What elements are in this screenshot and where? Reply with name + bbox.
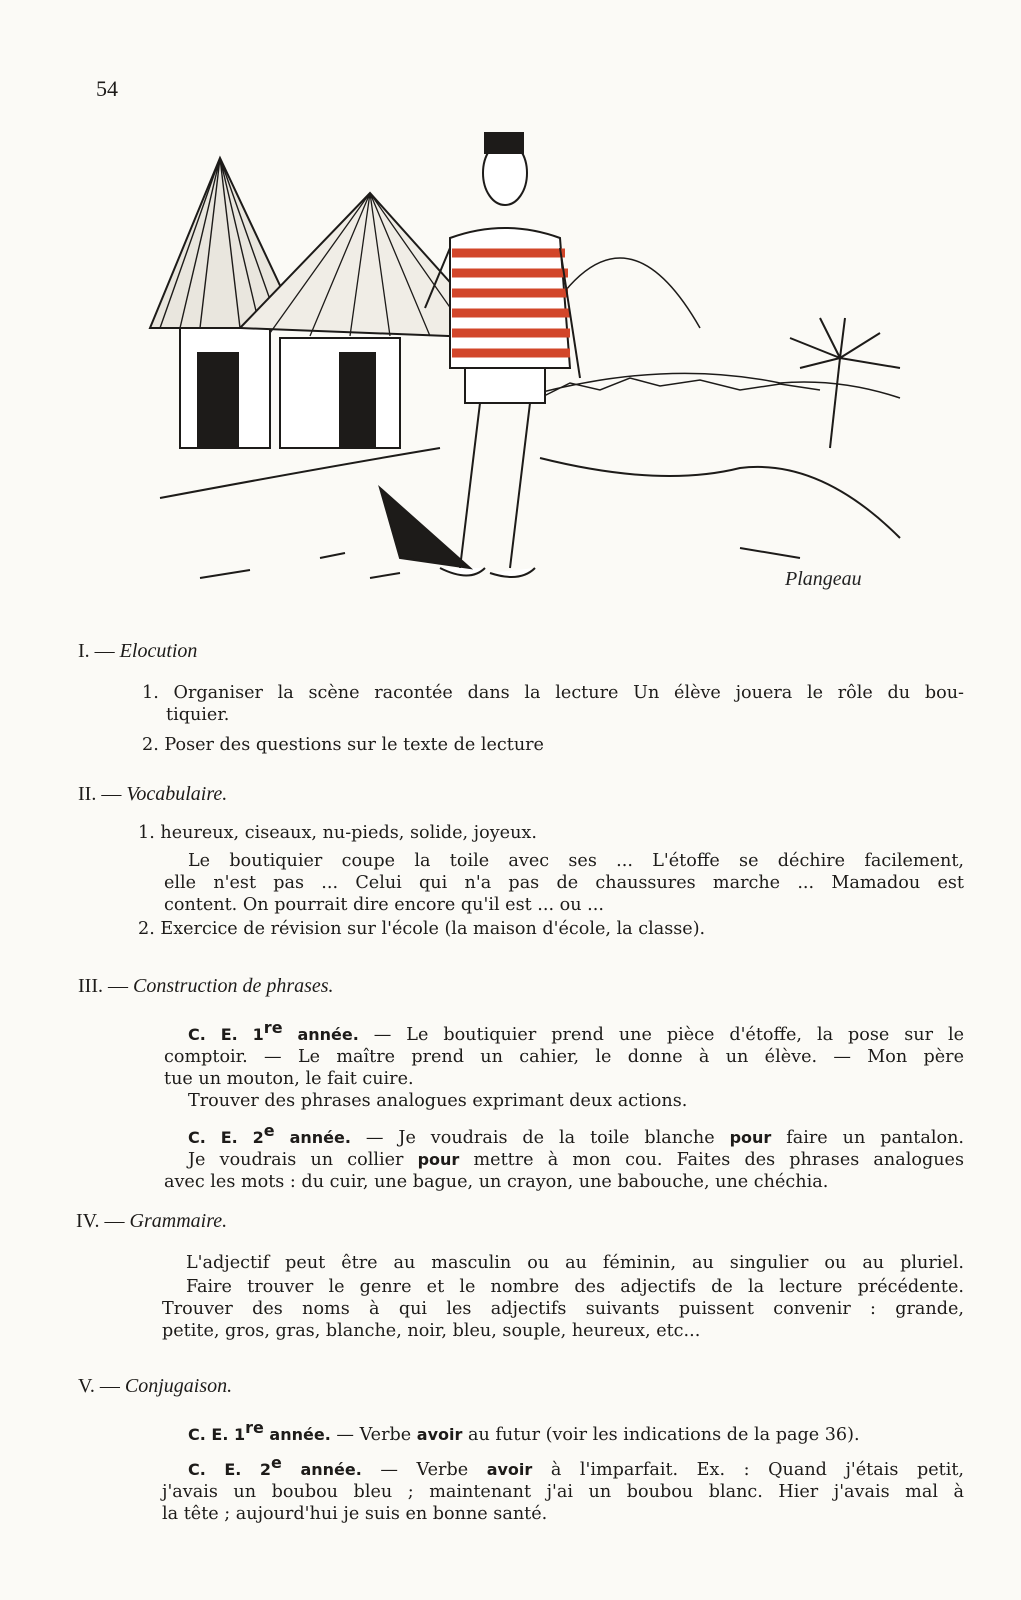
- section-4-body: [162, 1252, 964, 1342]
- illustrator-signature: Plangeau: [785, 568, 862, 590]
- s3-ce2-line1: C. E. 2e année. — Je voudrais de la toile blanche pour faire un pantalon.: [188, 1120, 965, 1148]
- boy-figure: [380, 133, 580, 577]
- s2-para-line2: elle n'est pas ... Celui qui n'a pas de chaussures marche ... Mamadou est: [164, 873, 964, 893]
- s5-ce2-line2: j'avais un boubou bleu ; maintenant j'ai un boubou blanc. Hier j'avais mal à: [162, 1481, 964, 1502]
- s1-item1-line1: 1. Organiser la scène racontée dans la lecture Un élève jouera le rôle du bou-: [142, 683, 964, 703]
- section-2-heading: [78, 783, 227, 806]
- s1-item1-line2: tiquier.: [166, 705, 230, 725]
- page-number: 54: [96, 76, 118, 101]
- s3-ce2-line3: avec les mots : du cuir, une bague, un crayon, une babouche, une chéchia.: [164, 1171, 829, 1192]
- s4-line2: Faire trouver le genre et le nombre des adjectifs de la lecture précédente.: [186, 1277, 964, 1297]
- section-5-body: [162, 1417, 964, 1525]
- section-5-heading: [78, 1375, 232, 1398]
- section-3-heading: [78, 975, 334, 998]
- s3-ce1-line3: tue un mouton, le fait cuire.: [164, 1068, 414, 1089]
- section-3-title: Construction de phrases.: [132, 975, 334, 997]
- s4-line4: petite, gros, gras, blanche, noir, bleu, souple, heureux, etc...: [162, 1321, 701, 1341]
- section-5-title: Conjugaison.: [124, 1375, 233, 1397]
- section-5-number: V. —: [78, 1375, 120, 1397]
- section-4-title: Grammaire.: [129, 1210, 228, 1232]
- section-2-body: [138, 822, 964, 940]
- section-3-body: [164, 1017, 964, 1193]
- s1-item2: 2. Poser des questions sur le texte de lecture: [142, 735, 544, 755]
- section-2-number: II. —: [78, 783, 122, 805]
- section-3-number: III. —: [78, 975, 128, 997]
- village-illustration: [140, 128, 940, 618]
- path-lines: [160, 448, 900, 578]
- s3-ce1-line1: C. E. 1re année. — Le boutiquier prend une pièce d'étoffe, la pose sur le: [188, 1018, 964, 1045]
- s5-ce2-line3: la tête ; aujourd'hui je suis en bonne santé.: [162, 1503, 548, 1524]
- s3-ce1-line2: comptoir. — Le maître prend un cahier, le donne à un élève. — Mon père: [164, 1046, 964, 1067]
- s3-ce2-line2: Je voudrais un collier pour mettre à mon cou. Faites des phrases analogues: [188, 1149, 964, 1170]
- section-1-heading: [78, 640, 197, 663]
- section-4-number: IV. —: [76, 1210, 125, 1232]
- s4-line3: Trouver des noms à qui les adjectifs suivants puissent convenir : grande,: [162, 1299, 964, 1319]
- s5-ce1-line: C. E. 1re année. — Verbe avoir au futur (voir les indications de la page 36).: [188, 1418, 860, 1445]
- section-4-heading: [76, 1210, 227, 1233]
- s2-para-line3: content. On pourrait dire encore qu'il est ... ou ...: [164, 895, 604, 915]
- s2-item2: 2. Exercice de révision sur l'école (la maison d'école, la classe).: [138, 919, 706, 939]
- section-2-title: Vocabulaire.: [126, 783, 228, 805]
- s2-item1: 1. heureux, ciseaux, nu-pieds, solide, joyeux.: [138, 823, 537, 843]
- s2-para-line1: Le boutiquier coupe la toile avec ses ... L'étoffe se déchire facilement,: [188, 851, 964, 871]
- palm-tree: [790, 318, 900, 448]
- s3-ce1-line4: Trouver des phrases analogues exprimant deux actions.: [188, 1090, 688, 1111]
- section-1-body: [142, 682, 964, 756]
- section-1-title: Elocution: [119, 640, 198, 662]
- section-1-number: I. —: [78, 640, 115, 662]
- s4-line1: L'adjectif peut être au masculin ou au féminin, au singulier ou au pluriel.: [186, 1253, 964, 1273]
- s5-ce2-line1: C. E. 2e année. — Verbe avoir à l'imparfait. Ex. : Quand j'étais petit,: [188, 1452, 964, 1480]
